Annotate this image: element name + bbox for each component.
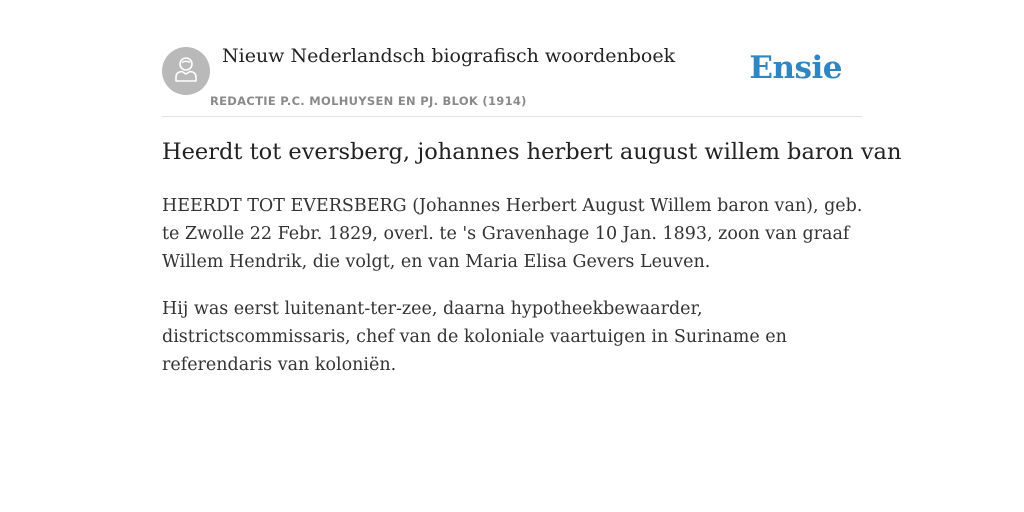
- source-avatar[interactable]: [162, 47, 210, 95]
- user-icon: [171, 54, 201, 89]
- source-header: [162, 40, 862, 117]
- article-paragraph: Hij was eerst luitenant-ter-zee, daarna hypotheekbewaarder, districtscommissaris, chef van de koloniale vaartuigen in Suriname en referendaris van koloniën.: [162, 299, 787, 375]
- article-title: Heerdt tot eversberg, johannes herbert august willem baron van: [162, 139, 902, 165]
- source-editors: REDACTIE P.C. MOLHUYSEN EN PJ. BLOK (1914): [210, 94, 527, 108]
- source-title[interactable]: Nieuw Nederlandsch biografisch woordenboek: [222, 45, 676, 67]
- brand-logo[interactable]: Ensie: [749, 50, 842, 86]
- article-paragraph: HEERDT TOT EVERSBERG (Johannes Herbert August Willem baron van), geb. te Zwolle 22 Febr. 1829, overl. te 's Gravenhage 10 Jan. 1893, zoon van graaf Willem Hendrik, die volgt, en van Maria Elisa Gevers Leuven.: [162, 196, 863, 272]
